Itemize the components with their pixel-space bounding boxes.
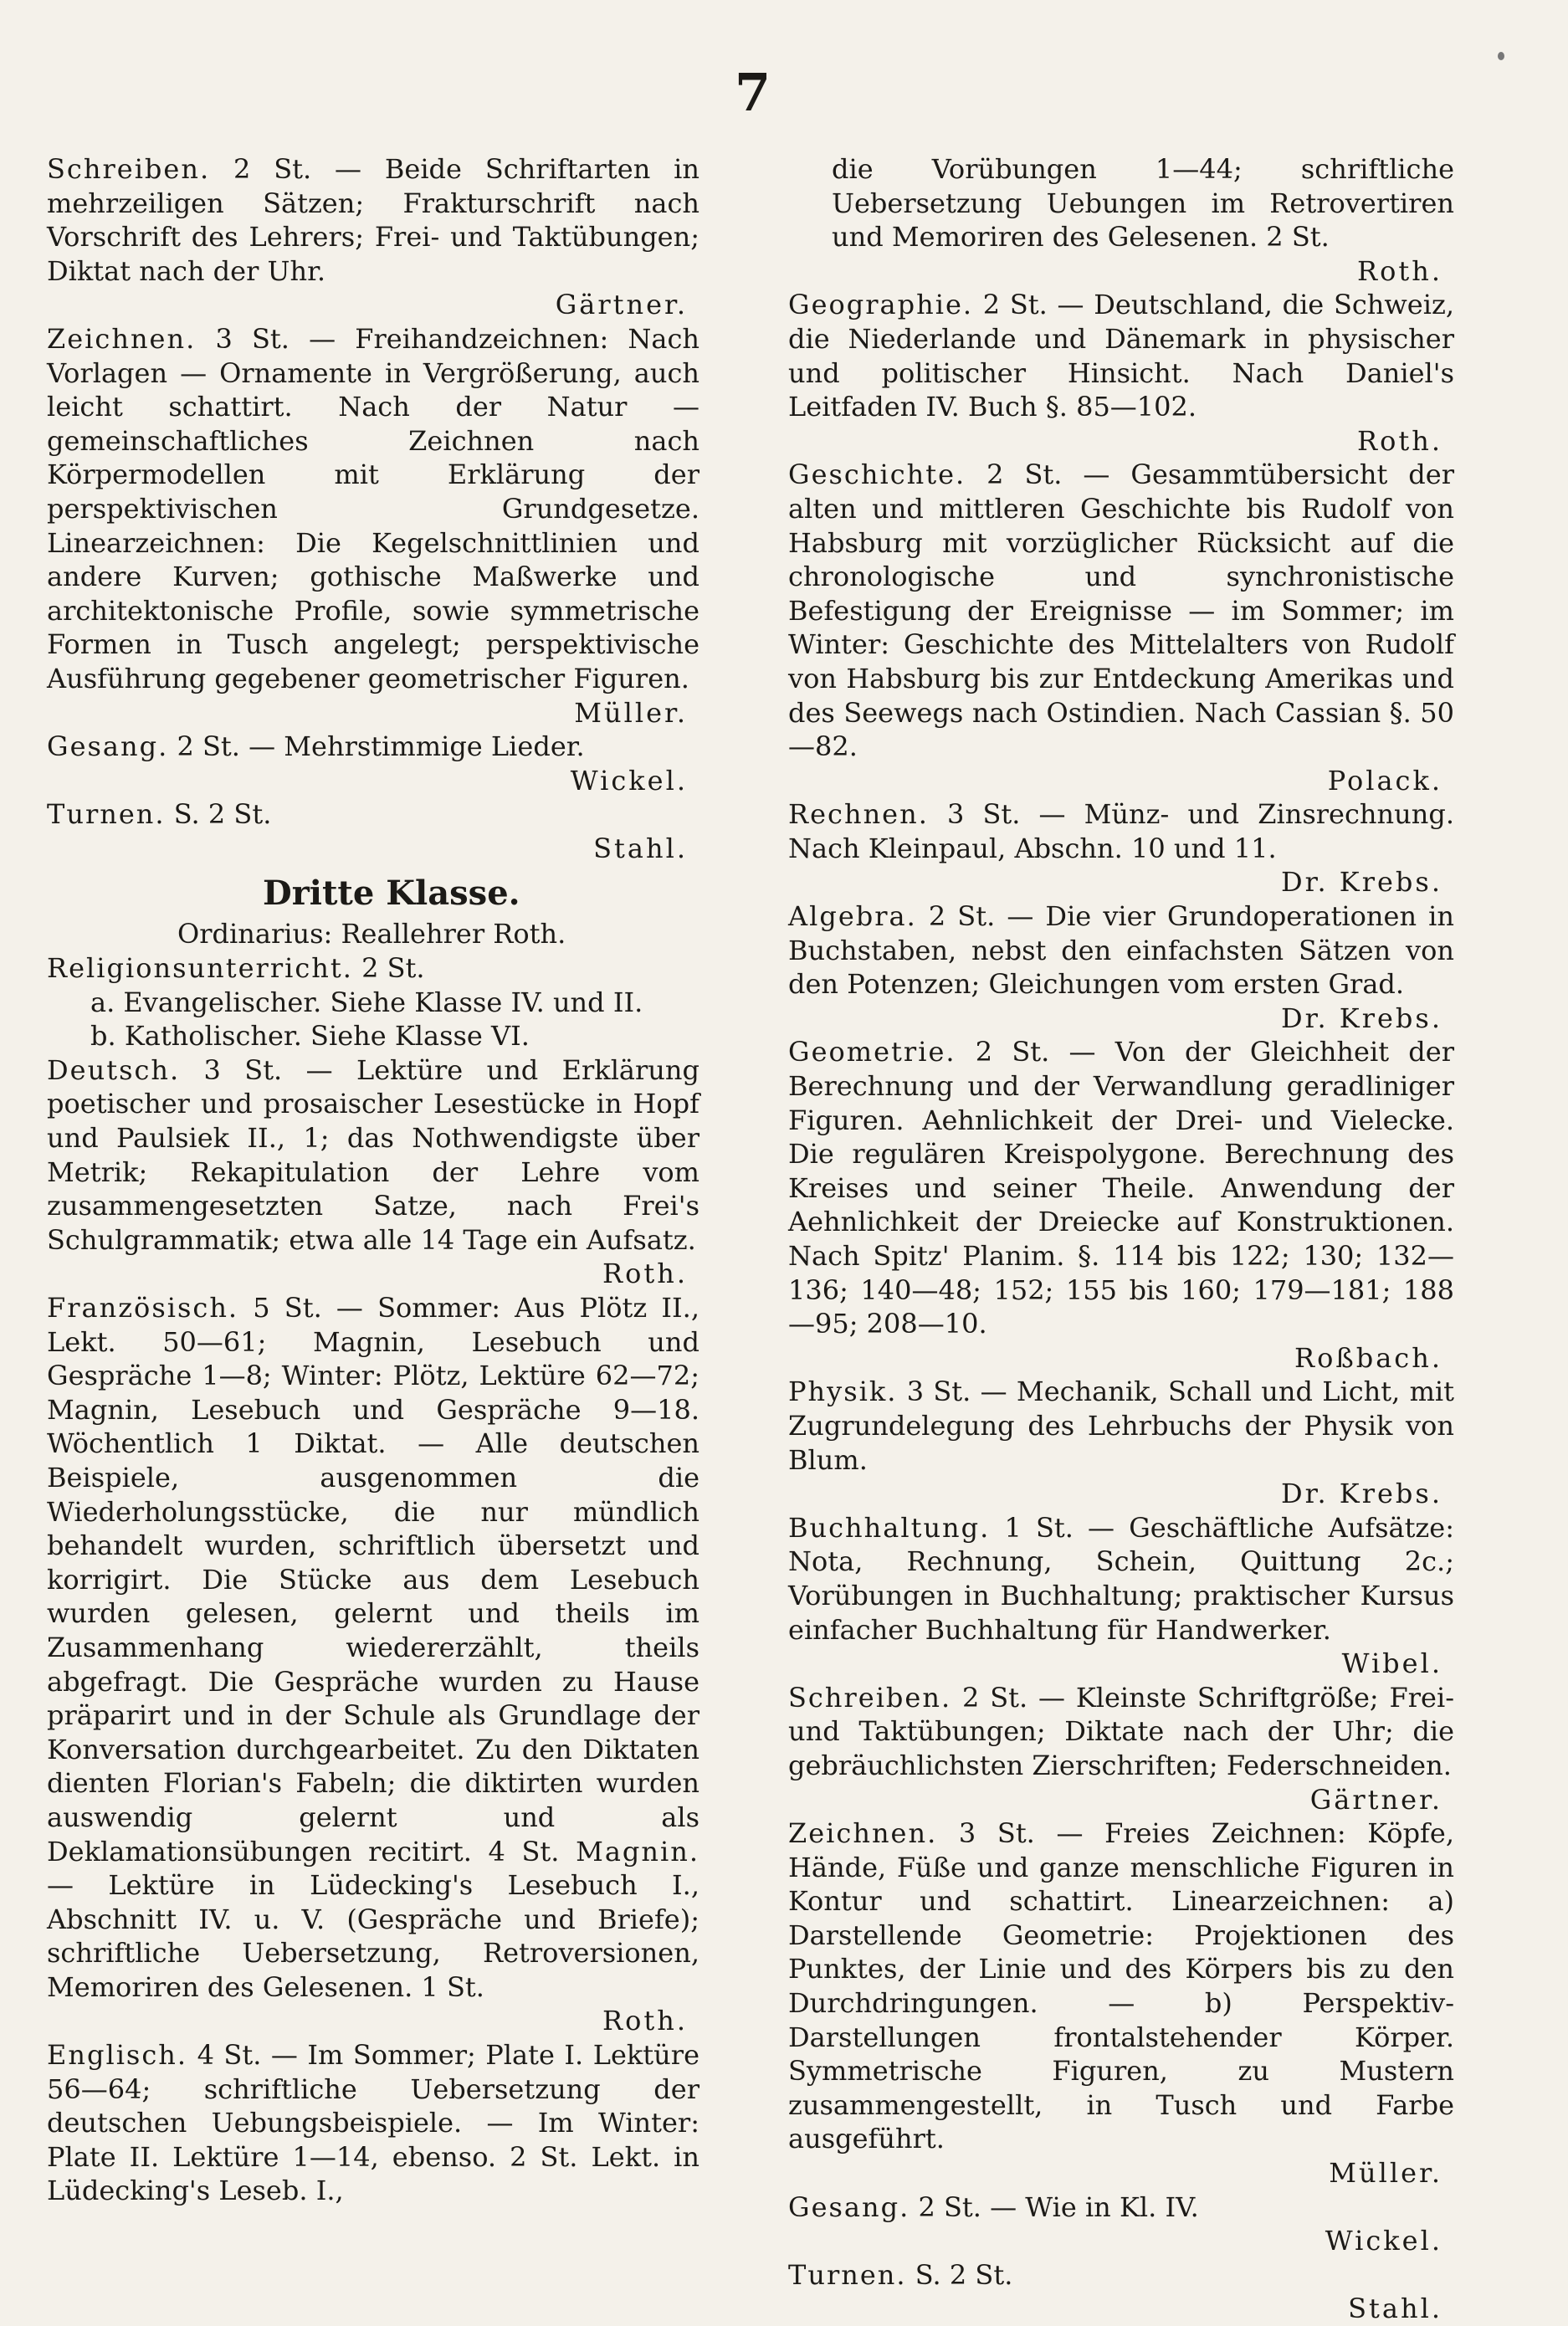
entry-text: 2 St. — Kleinste Schriftgröße; Frei- und Taktübungen; Diktate nach der Uhr; die gebräuchlichsten Zierschriften; Federschneiden. xyxy=(788,1681,1455,1781)
entry-englisch-continued xyxy=(788,152,1454,288)
entry-deutsch xyxy=(47,1053,699,1291)
entry-turnen xyxy=(47,797,699,865)
entry-text: 3 St. — Münz- und Zinsrechnung. Nach Kleinpaul, Abschn. 10 und 11. xyxy=(788,798,1455,864)
subject-title: Gesang. xyxy=(788,2190,910,2223)
teacher-name: Roth. xyxy=(1357,254,1442,287)
entry-text: 5 St. — Sommer: Aus Plötz II., Lekt. 50—61; Magnin, Lesebuch und Gespräche 1—8; Winter: Plötz, Lektüre 62—72; Magnin, Lesebuch und Gespräche 9—18. Wöchentlich 1 Diktat. — Alle deutschen Beispiele, ausgenommen die Wiederholungsstücke, die nur mündlich behandelt wurden, schriftlich übersetzt und korrigirt. Die Stücke aus dem Lesebuch wurden gelesen, gelernt und theils im Zusammenhang wiedererzählt, theils abgefragt. Die Gespräche wurden zu Hause präparirt und in der Schule als Grundlage der Konversation durchgearbeitet. Zu den Diktaten dienten Florian's Fabeln; die diktirten wurden auswendig gelernt und als Deklamationsübungen recitirt. 4 St. xyxy=(47,1292,700,1867)
entry-text: 1 St. — Geschäftliche Aufsätze: Nota, Rechnung, Schein, Quittung 2c.; Vorübungen in Buchhaltung; praktischer Kursus einfacher Buchhaltung für Handwerker. xyxy=(788,1511,1454,1646)
section-heading: Dritte Klasse. xyxy=(263,874,520,914)
entry-schreiben xyxy=(788,1681,1454,1816)
subject-title: Turnen. xyxy=(788,2258,907,2291)
teacher-name: Dr. Krebs. xyxy=(1281,866,1442,899)
entry-algebra xyxy=(788,899,1454,1035)
entry-text: 3 St. — Freies Zeichnen: Köpfe, Hände, Füße und ganze menschliche Figuren in Kontur und schattirt. Linearzeichnen: a) Darstellende Geometrie: Projektionen des Punktes, der Linie und des Körpers bis zu den Durchdringungen. — b) Perspektiv-Darstellungen frontalstehender Körper. Symmetrische Figuren, zu Mustern zusammengestellt, in Tusch und Farbe ausgeführt. xyxy=(788,1817,1455,2155)
subject-title: Algebra. xyxy=(788,900,917,933)
entry-rechnen xyxy=(788,797,1454,899)
subject-title: Englisch. xyxy=(47,2039,188,2072)
teacher-name: Wibel. xyxy=(1341,1647,1442,1680)
entry-text: 2 St. — Beide Schriftarten in mehrzeiligen Sätzen; Frakturschrift nach Vorschrift des Lehrers; Frei- und Taktübungen; Diktat nach der Uhr. xyxy=(47,153,700,287)
entry-zeichnen xyxy=(47,322,699,730)
subject-title: Französisch. xyxy=(47,1292,239,1324)
religion-option-a: a. Evangelischer. Siehe Klasse IV. und II. xyxy=(90,986,643,1018)
subsection-title: Magnin. xyxy=(576,1835,700,1867)
teacher-name: Müller. xyxy=(574,696,688,729)
entry-text: 2 St. — Gesammtübersicht der alten und mittleren Geschichte bis Rudolf von Habsburg mit vorzüglicher Rücksicht auf die chronologische und synchronistische Befestigung der Ereignisse — im Sommer; im Winter: Geschichte des Mittelalters von Rudolf von Habsburg bis zur Entdeckung Amerikas und des Seewegs nach Ostindien. Nach Cassian §. 50—82. xyxy=(788,459,1455,763)
entry-text: 2 St. — Deutschland, die Schweiz, die Niederlande und Dänemark in physischer und politischer Hinsicht. Nach Daniel's Leitfaden IV. Buch §. 85—102. xyxy=(788,289,1455,423)
subject-title: Physik. xyxy=(788,1376,898,1408)
teacher-name: Polack. xyxy=(1327,764,1442,797)
teacher-name: Dr. Krebs. xyxy=(1281,1478,1442,1510)
subject-title: Deutsch. xyxy=(47,1053,181,1086)
entry-text: S. 2 St. xyxy=(173,798,272,831)
teacher-name: Gärtner. xyxy=(555,289,688,321)
teacher-name: Dr. Krebs. xyxy=(1281,1002,1442,1034)
entry-text: S. 2 St. xyxy=(915,2258,1013,2291)
entry-gesang xyxy=(788,2190,1454,2258)
teacher-name: Wickel. xyxy=(1325,2225,1442,2257)
ordinarius-line: Ordinarius: Reallehrer Roth. xyxy=(177,918,566,950)
subject-title: Gesang. xyxy=(47,730,169,763)
teacher-name: Müller. xyxy=(1329,2157,1442,2190)
entry-physik xyxy=(788,1375,1454,1510)
teacher-name: Wickel. xyxy=(570,764,688,797)
entry-text: — Lektüre in Lüdecking's Lesebuch I., Abschnitt IV. u. V. (Gespräche und Briefe); schriftliche Uebersetzung, Retroversionen, Memoriren des Gelesenen. 1 St. xyxy=(47,1869,699,2003)
subject-title: Zeichnen. xyxy=(788,1817,938,1850)
teacher-name: Roth. xyxy=(602,2005,688,2037)
teacher-name: Roßbach. xyxy=(1294,1341,1442,1374)
entry-text: 2 St. — Wie in Kl. IV. xyxy=(918,2190,1199,2223)
entry-geschichte xyxy=(788,458,1454,797)
entry-text: die Vorübungen 1—44; schriftliche Uebersetzung Uebungen im Retrovertiren und Memoriren des Gelesenen. 2 St. xyxy=(832,153,1454,254)
religion-option-b: b. Katholischer. Siehe Klasse VI. xyxy=(90,1020,530,1053)
subject-title: Buchhaltung. xyxy=(788,1511,991,1544)
subject-title: Religionsunterricht. xyxy=(47,952,353,985)
subject-title: Zeichnen. xyxy=(47,322,197,355)
page-number: 7 xyxy=(735,62,771,123)
teacher-name: Roth. xyxy=(602,1258,688,1290)
entry-zeichnen xyxy=(788,1816,1454,2190)
entry-text: 2 St. — Mehrstimmige Lieder. xyxy=(177,730,585,763)
entry-franzoesisch xyxy=(47,1291,699,2038)
entry-schreiben xyxy=(47,152,699,322)
entry-text: 3 St. — Mechanik, Schall und Licht, mit Zugrundelegung des Lehrbuchs der Physik von Blum. xyxy=(788,1376,1455,1476)
subject-title: Rechnen. xyxy=(788,798,929,831)
subject-title: Schreiben. xyxy=(788,1681,952,1714)
entry-text: 2 St. xyxy=(361,952,425,985)
entry-geometrie xyxy=(788,1035,1454,1375)
right-column xyxy=(788,152,1454,2326)
subject-title: Geschichte. xyxy=(788,459,966,491)
entry-englisch xyxy=(47,2038,699,2208)
entry-text: 3 St. — Lektüre und Erklärung poetischer und prosaischer Lesestücke in Hopf und Paulsiek II., 1; das Nothwendigste über Metrik; Rekapitulation der Lehre vom zusammengesetzten Satze, nach Frei's Schulgrammatik; etwa alle 14 Tage ein Aufsatz. xyxy=(47,1053,699,1256)
subject-title: Geometrie. xyxy=(788,1036,956,1068)
teacher-name: Roth. xyxy=(1357,424,1442,457)
entry-religion xyxy=(47,951,699,986)
teacher-name: Stahl. xyxy=(593,832,688,864)
printing-speck xyxy=(1498,52,1504,60)
subject-title: Turnen. xyxy=(47,798,166,831)
entry-gesang xyxy=(47,730,699,797)
entry-buchhaltung xyxy=(788,1511,1454,1681)
entry-geographie xyxy=(788,288,1454,458)
left-column xyxy=(47,152,699,2208)
entry-text: 2 St. — Die vier Grundoperationen in Buchstaben, nebst den einfachsten Sätzen von den Potenzen; Gleichungen vom ersten Grad. xyxy=(788,900,1455,1001)
subject-title: Schreiben. xyxy=(47,153,211,185)
entry-text: 4 St. — Im Sommer; Plate I. Lektüre 56—64; schriftliche Uebersetzung der deutschen Uebungsbeispiele. — Im Winter: Plate II. Lektüre 1—14, ebenso. 2 St. Lekt. in Lüdecking's Leseb. I., xyxy=(47,2039,700,2207)
teacher-name: Gärtner. xyxy=(1309,1783,1442,1816)
subject-title: Geographie. xyxy=(788,289,974,321)
entry-text: 2 St. — Von der Gleichheit der Berechnung und der Verwandlung geradliniger Figuren. Aehnlichkeit der Drei- und Vielecke. Die regulären Kreispolygone. Berechnung des Kreises und seiner Theile. Anwendung der Aehnlichkeit der Dreiecke auf Konstruktionen. Nach Spitz' Planim. §. 114 bis 122; 130; 132—136; 140—48; 152; 155 bis 160; 179—181; 188—95; 208—10. xyxy=(788,1036,1455,1340)
entry-turnen xyxy=(788,2258,1454,2326)
entry-text: 3 St. — Freihandzeichnen: Nach Vorlagen — Ornamente in Vergrößerung, auch leicht schattirt. Nach der Natur — gemeinschaftliches Zeichnen nach Körpermodellen mit Erklärung der perspektivischen Grundgesetze. Linearzeichnen: Die Kegelschnittlinien und andere Kurven; gothische Maßwerke und architektonische Profile, sowie symmetrische Formen in Tusch angelegt; perspektivische Ausführung gegebener geometrischer Figuren. xyxy=(47,322,699,694)
teacher-name: Stahl. xyxy=(1348,2293,1442,2325)
